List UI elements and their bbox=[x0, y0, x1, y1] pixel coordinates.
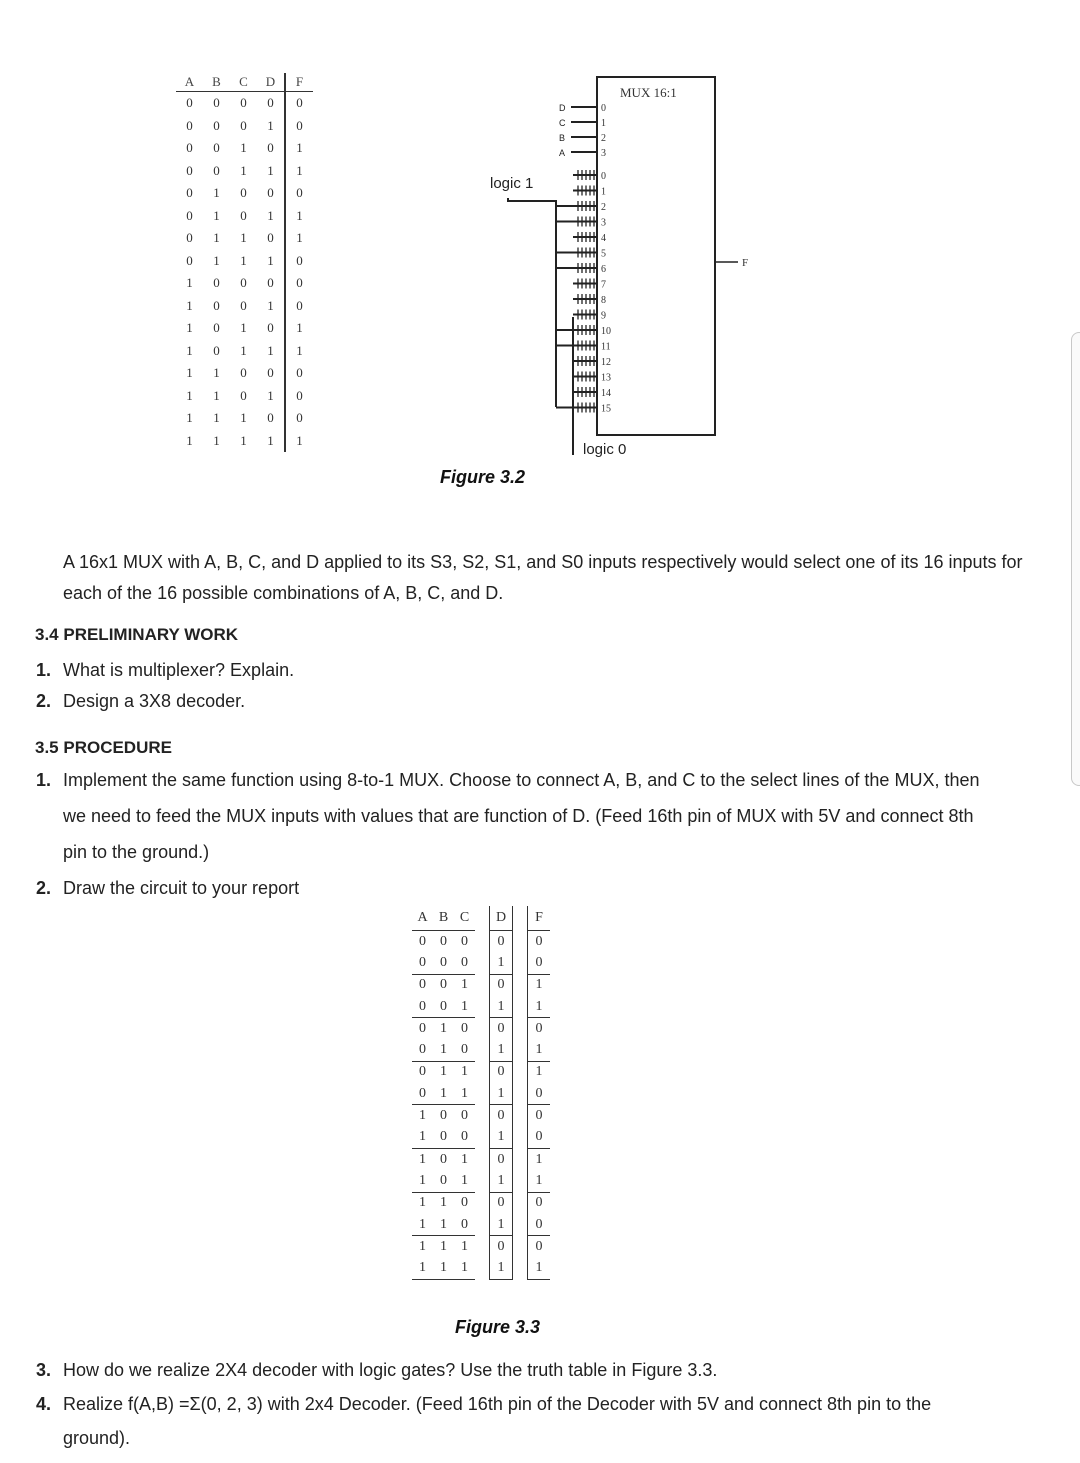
table-cell: 1 bbox=[267, 207, 274, 223]
mux-body bbox=[597, 77, 715, 435]
table-header-cell: B bbox=[438, 910, 449, 925]
list-item bbox=[36, 762, 982, 870]
table-cell: 0 bbox=[186, 95, 193, 111]
data-pin-number: 3 bbox=[601, 217, 606, 229]
spacer-cell bbox=[513, 1127, 528, 1149]
list-text: Draw the circuit to your report bbox=[63, 878, 300, 898]
mux-data-inputs bbox=[556, 170, 611, 415]
table-cell: 0 bbox=[490, 1061, 513, 1083]
table-header-cell: B bbox=[203, 73, 230, 92]
list-text: Design a 3X8 decoder. bbox=[63, 691, 246, 711]
table-cell: 1 bbox=[186, 410, 193, 426]
table-header-cell: D bbox=[257, 73, 285, 92]
figure-3-3-caption: Figure 3.3 bbox=[455, 1317, 541, 1337]
table-row bbox=[412, 1039, 550, 1061]
table-cell: 1 bbox=[433, 1236, 454, 1258]
spacer-cell bbox=[513, 906, 528, 931]
table-cell: 0 bbox=[240, 275, 247, 291]
table-row bbox=[176, 317, 313, 340]
table-cell: 1 bbox=[490, 1214, 513, 1236]
list-text: How do we realize 2X4 decoder with logic gates? Use the truth table in Figure 3.3. bbox=[63, 1360, 718, 1380]
table-cell: 1 bbox=[528, 1170, 551, 1192]
table-cell: 1 bbox=[186, 365, 193, 381]
list-number: 1. bbox=[36, 770, 52, 790]
spacer-cell bbox=[475, 1061, 490, 1083]
data-pin-number: 9 bbox=[601, 310, 606, 322]
data-pin-number: 14 bbox=[601, 388, 611, 399]
table-cell: 0 bbox=[213, 320, 220, 336]
table-cell: 0 bbox=[285, 250, 313, 273]
table-cell: 1 bbox=[440, 1216, 447, 1232]
spacer-cell bbox=[475, 1127, 490, 1149]
table-header-cell: A bbox=[176, 73, 203, 92]
table-cell: 1 bbox=[285, 430, 313, 453]
spacer-cell bbox=[475, 1192, 490, 1214]
table-cell: 0 bbox=[240, 297, 247, 313]
spacer-cell bbox=[513, 1039, 528, 1061]
list-number: 1. bbox=[36, 660, 52, 680]
table-row bbox=[176, 362, 313, 385]
select-input-label: D bbox=[559, 103, 566, 113]
table-cell: 0 bbox=[433, 1105, 454, 1127]
spacer-cell bbox=[475, 1214, 490, 1236]
spacer-cell bbox=[475, 1083, 490, 1105]
table-cell: 1 bbox=[285, 317, 313, 340]
figure-3-2-caption: Figure 3.2 bbox=[440, 467, 526, 487]
table-cell: 1 bbox=[454, 1148, 475, 1170]
table-cell: 0 bbox=[412, 931, 433, 953]
table-cell: 0 bbox=[267, 230, 274, 246]
table-cell: 1 bbox=[412, 1148, 433, 1170]
table-row bbox=[412, 1083, 550, 1105]
section-3-5-heading: 3.5 PROCEDURE bbox=[35, 738, 172, 757]
table-cell: 1 bbox=[267, 297, 274, 313]
table-cell: 0 bbox=[454, 1105, 475, 1127]
mux-select-lines bbox=[559, 103, 606, 159]
table-cell: 1 bbox=[528, 996, 551, 1018]
table-cell: 1 bbox=[412, 1192, 433, 1214]
table-cell: 0 bbox=[454, 931, 475, 953]
table-cell: 0 bbox=[267, 320, 274, 336]
table-cell: 1 bbox=[454, 1236, 475, 1258]
table-cell: 1 bbox=[213, 432, 220, 448]
table-cell: 1 bbox=[240, 252, 247, 268]
data-pin-number: 12 bbox=[601, 357, 611, 368]
table-row bbox=[412, 952, 550, 974]
spacer-cell bbox=[513, 1170, 528, 1192]
table-cell: 0 bbox=[267, 95, 274, 111]
logic0-label: logic 0 bbox=[583, 441, 627, 458]
table-cell: 0 bbox=[528, 952, 551, 974]
spacer-cell bbox=[513, 1018, 528, 1040]
spacer-cell bbox=[475, 1148, 490, 1170]
table-row bbox=[176, 272, 313, 295]
table-cell: 1 bbox=[528, 974, 551, 996]
table-row bbox=[412, 996, 550, 1018]
table-header-cell: C bbox=[230, 73, 257, 92]
table-cell: 1 bbox=[490, 1170, 513, 1192]
table-row bbox=[412, 931, 550, 953]
table-cell: 1 bbox=[490, 952, 513, 974]
data-pin-number: 6 bbox=[601, 264, 606, 275]
mux-title: MUX 16:1 bbox=[620, 85, 677, 100]
data-pin-number: 15 bbox=[601, 403, 611, 415]
table-cell: 0 bbox=[267, 410, 274, 426]
list-item bbox=[36, 686, 1016, 717]
table-row bbox=[176, 250, 313, 273]
table-cell: 0 bbox=[419, 954, 426, 970]
table-cell: 1 bbox=[240, 162, 247, 178]
table-cell: 0 bbox=[412, 1061, 433, 1083]
table-row bbox=[176, 407, 313, 430]
logic1-label: logic 1 bbox=[490, 175, 534, 192]
table-cell: 0 bbox=[186, 185, 193, 201]
table-cell: 1 bbox=[186, 320, 193, 336]
table-cell: 1 bbox=[490, 1083, 513, 1105]
select-pin-number: 3 bbox=[601, 148, 606, 159]
table-cell: 1 bbox=[267, 342, 274, 358]
table-cell: 0 bbox=[412, 1018, 433, 1040]
table-row bbox=[412, 1214, 550, 1236]
table-cell: 0 bbox=[285, 407, 313, 430]
table-cell: 0 bbox=[461, 1042, 468, 1058]
intro-paragraph: A 16x1 MUX with A, B, C, and D applied to its S3, S2, S1, and S0 inputs respectively would select one of its 16 inputs for each of the 16 possible combinations of A, B, C, and D. bbox=[63, 552, 1023, 603]
select-pin-number: 0 bbox=[601, 103, 606, 114]
table-row bbox=[412, 1105, 550, 1127]
table-cell: 0 bbox=[490, 1018, 513, 1040]
table-cell: 1 bbox=[267, 117, 274, 133]
table-cell: 0 bbox=[433, 931, 454, 953]
spacer-cell bbox=[475, 952, 490, 974]
data-pin-number: 7 bbox=[601, 279, 606, 291]
table-cell: 0 bbox=[240, 365, 247, 381]
table-cell: 1 bbox=[412, 1257, 433, 1279]
spacer-cell bbox=[475, 1039, 490, 1061]
output-label: F bbox=[742, 257, 749, 269]
data-pin-number: 0 bbox=[601, 171, 606, 182]
table-cell: 0 bbox=[240, 185, 247, 201]
table-cell: 0 bbox=[285, 272, 313, 295]
list-number: 3. bbox=[36, 1360, 52, 1380]
list-text: Realize f(A,B) =Σ(0, 2, 3) with 2x4 Decoder. (Feed 16th pin of the Decoder with 5V and connect 8th pin to the ground). bbox=[63, 1394, 932, 1448]
table-header-cell: D bbox=[490, 906, 513, 931]
table-cell: 0 bbox=[186, 252, 193, 268]
table-header-cell: A bbox=[417, 910, 428, 925]
spacer-cell bbox=[475, 1236, 490, 1258]
table-cell: 0 bbox=[186, 207, 193, 223]
table-cell: 0 bbox=[285, 92, 313, 115]
table-cell: 1 bbox=[213, 230, 220, 246]
section-3-4-list bbox=[36, 655, 1016, 717]
table-cell: 0 bbox=[440, 998, 447, 1014]
table-row bbox=[176, 182, 313, 205]
table-cell: 0 bbox=[267, 140, 274, 156]
table-row bbox=[412, 1127, 550, 1149]
spacer-cell bbox=[475, 906, 490, 931]
table-cell: 1 bbox=[285, 340, 313, 363]
table-cell: 1 bbox=[440, 1042, 447, 1058]
table-cell: 0 bbox=[490, 974, 513, 996]
table-cell: 1 bbox=[285, 205, 313, 228]
table-cell: 1 bbox=[433, 1192, 454, 1214]
questions-list bbox=[36, 1353, 996, 1455]
data-pin-number: 2 bbox=[601, 202, 606, 213]
table-cell: 1 bbox=[267, 387, 274, 403]
table-cell: 1 bbox=[433, 1018, 454, 1040]
table-row bbox=[412, 1061, 550, 1083]
table-row bbox=[176, 340, 313, 363]
spacer-cell bbox=[475, 1105, 490, 1127]
table-cell: 0 bbox=[419, 1042, 426, 1058]
spacer-cell bbox=[513, 952, 528, 974]
table-cell: 0 bbox=[213, 140, 220, 156]
list-item bbox=[36, 1387, 996, 1455]
table-cell: 0 bbox=[285, 115, 313, 138]
table-cell: 0 bbox=[433, 1148, 454, 1170]
table-cell: 1 bbox=[186, 342, 193, 358]
list-number: 4. bbox=[36, 1394, 52, 1414]
table-cell: 1 bbox=[433, 1061, 454, 1083]
table-cell: 1 bbox=[267, 252, 274, 268]
select-pin-number: 1 bbox=[601, 118, 606, 129]
table-cell: 0 bbox=[213, 275, 220, 291]
spacer-cell bbox=[475, 996, 490, 1018]
table-row bbox=[412, 974, 550, 996]
table-cell: 1 bbox=[528, 1061, 551, 1083]
table-row bbox=[412, 1236, 550, 1258]
table-row bbox=[176, 430, 313, 453]
table-cell: 1 bbox=[213, 410, 220, 426]
table-cell: 1 bbox=[213, 252, 220, 268]
spacer-cell bbox=[513, 1148, 528, 1170]
table-row bbox=[176, 295, 313, 318]
table-cell: 0 bbox=[490, 1236, 513, 1258]
table-cell: 1 bbox=[240, 140, 247, 156]
scrollbar-thumb[interactable] bbox=[1071, 332, 1080, 786]
table-cell: 0 bbox=[433, 974, 454, 996]
table-row bbox=[412, 1170, 550, 1192]
table-cell: 1 bbox=[454, 1257, 475, 1279]
table-cell: 0 bbox=[440, 954, 447, 970]
spacer-cell bbox=[513, 1236, 528, 1258]
table-cell: 1 bbox=[461, 1172, 468, 1188]
table-cell: 1 bbox=[186, 297, 193, 313]
data-pin-number: 13 bbox=[601, 372, 611, 384]
table-cell: 0 bbox=[213, 117, 220, 133]
table-cell: 1 bbox=[490, 996, 513, 1018]
table-cell: 0 bbox=[213, 342, 220, 358]
table-row bbox=[412, 1257, 550, 1279]
table-cell: 1 bbox=[490, 1039, 513, 1061]
list-number: 2. bbox=[36, 691, 52, 711]
table-cell: 1 bbox=[186, 275, 193, 291]
table-cell: 0 bbox=[461, 954, 468, 970]
table-cell: 0 bbox=[186, 230, 193, 246]
table-cell: 1 bbox=[461, 998, 468, 1014]
table-row bbox=[412, 1192, 550, 1214]
table-cell: 0 bbox=[490, 931, 513, 953]
table-cell: 1 bbox=[528, 1257, 551, 1279]
table-header-cell: F bbox=[285, 73, 313, 92]
spacer-cell bbox=[513, 996, 528, 1018]
section-3-4-heading: 3.4 PRELIMINARY WORK bbox=[35, 625, 239, 644]
spacer-cell bbox=[513, 1257, 528, 1279]
data-pin-number: 4 bbox=[601, 233, 606, 244]
table-cell: 1 bbox=[285, 137, 313, 160]
figure-3-3-truth-table bbox=[412, 906, 550, 1280]
figure-3-2-truth-table bbox=[176, 73, 313, 452]
table-cell: 1 bbox=[490, 1257, 513, 1279]
spacer-cell bbox=[513, 1105, 528, 1127]
table-cell: 1 bbox=[528, 1039, 551, 1061]
table-row bbox=[176, 160, 313, 183]
select-input-label: C bbox=[559, 118, 566, 128]
spacer-cell bbox=[475, 1170, 490, 1192]
data-pin-number: 8 bbox=[601, 295, 606, 306]
table-cell: 0 bbox=[528, 1018, 551, 1040]
table-cell: 0 bbox=[285, 362, 313, 385]
spacer-cell bbox=[513, 1214, 528, 1236]
table-cell: 0 bbox=[528, 1105, 551, 1127]
list-item bbox=[36, 870, 982, 906]
spacer-cell bbox=[475, 974, 490, 996]
table-row bbox=[176, 227, 313, 250]
table-cell: 0 bbox=[186, 140, 193, 156]
spacer-cell bbox=[513, 1192, 528, 1214]
table-cell: 0 bbox=[490, 1148, 513, 1170]
table-cell: 1 bbox=[240, 230, 247, 246]
spacer-cell bbox=[475, 1257, 490, 1279]
table-row bbox=[412, 1148, 550, 1170]
table-cell: 1 bbox=[412, 1236, 433, 1258]
spacer-cell bbox=[513, 1061, 528, 1083]
table-cell: 1 bbox=[419, 1172, 426, 1188]
table-cell: 1 bbox=[528, 1148, 551, 1170]
logic1-wire bbox=[508, 198, 556, 407]
table-cell: 1 bbox=[213, 387, 220, 403]
table-cell: 1 bbox=[285, 227, 313, 250]
spacer-cell bbox=[475, 931, 490, 953]
table-header-cell: F bbox=[528, 906, 551, 931]
table-cell: 0 bbox=[461, 1129, 468, 1145]
list-text: Implement the same function using 8-to-1 MUX. Choose to connect A, B, and C to the select lines of the MUX, then we need to feed the MUX inputs with values that are function of D. (Feed 16th pin of MUX with 5V and connect 8th pin to the ground.) bbox=[63, 770, 980, 862]
list-item bbox=[36, 1353, 996, 1387]
table-cell: 0 bbox=[412, 974, 433, 996]
table-cell: 0 bbox=[454, 1192, 475, 1214]
table-cell: 0 bbox=[461, 1216, 468, 1232]
table-cell: 0 bbox=[440, 1129, 447, 1145]
table-cell: 0 bbox=[454, 1018, 475, 1040]
table-cell: 0 bbox=[186, 117, 193, 133]
select-input-label: A bbox=[559, 148, 566, 158]
table-cell: 1 bbox=[267, 432, 274, 448]
table-cell: 1 bbox=[240, 342, 247, 358]
table-cell: 0 bbox=[285, 295, 313, 318]
table-cell: 0 bbox=[240, 387, 247, 403]
table-header-cell: C bbox=[459, 910, 470, 925]
table-row bbox=[412, 1018, 550, 1040]
table-cell: 0 bbox=[267, 365, 274, 381]
table-row bbox=[176, 137, 313, 160]
table-cell: 0 bbox=[267, 275, 274, 291]
mux-16-1-diagram bbox=[470, 70, 770, 470]
spacer-cell bbox=[513, 931, 528, 953]
table-cell: 0 bbox=[240, 117, 247, 133]
section-3-5-list bbox=[36, 762, 982, 906]
list-number: 2. bbox=[36, 878, 52, 898]
select-input-label: B bbox=[559, 133, 566, 143]
spacer-cell bbox=[475, 1018, 490, 1040]
table-cell: 1 bbox=[213, 365, 220, 381]
table-cell: 1 bbox=[454, 974, 475, 996]
table-cell: 1 bbox=[285, 160, 313, 183]
table-cell: 0 bbox=[440, 1172, 447, 1188]
table-cell: 1 bbox=[419, 1216, 426, 1232]
table-row bbox=[176, 385, 313, 408]
table-row bbox=[176, 92, 313, 115]
table-cell: 1 bbox=[412, 1105, 433, 1127]
table-cell: 0 bbox=[490, 1192, 513, 1214]
table-cell: 1 bbox=[267, 162, 274, 178]
table-cell: 0 bbox=[213, 162, 220, 178]
table-cell: 0 bbox=[285, 385, 313, 408]
table-cell: 0 bbox=[267, 185, 274, 201]
table-cell: 0 bbox=[240, 95, 247, 111]
data-pin-number: 11 bbox=[601, 341, 611, 353]
table-cell: 0 bbox=[186, 162, 193, 178]
table-cell: 1 bbox=[433, 1257, 454, 1279]
table-cell: 1 bbox=[213, 185, 220, 201]
table-cell: 1 bbox=[240, 432, 247, 448]
table-cell: 0 bbox=[240, 207, 247, 223]
spacer-cell bbox=[513, 1083, 528, 1105]
table-cell: 1 bbox=[186, 387, 193, 403]
table-cell: 0 bbox=[528, 1083, 551, 1105]
data-pin-number: 10 bbox=[601, 326, 611, 337]
list-text: What is multiplexer? Explain. bbox=[63, 660, 295, 680]
table-cell: 0 bbox=[213, 95, 220, 111]
table-cell: 1 bbox=[240, 320, 247, 336]
table-cell: 1 bbox=[240, 410, 247, 426]
table-cell: 0 bbox=[213, 297, 220, 313]
spacer-cell bbox=[513, 974, 528, 996]
table-cell: 0 bbox=[490, 1105, 513, 1127]
table-cell: 0 bbox=[528, 1192, 551, 1214]
table-cell: 1 bbox=[419, 1129, 426, 1145]
table-cell: 0 bbox=[528, 931, 551, 953]
table-cell: 1 bbox=[186, 432, 193, 448]
table-cell: 1 bbox=[454, 1061, 475, 1083]
table-cell: 1 bbox=[213, 207, 220, 223]
table-cell: 0 bbox=[528, 1214, 551, 1236]
list-item bbox=[36, 655, 1016, 686]
data-pin-number: 1 bbox=[601, 186, 606, 198]
data-pin-number: 5 bbox=[601, 248, 606, 260]
table-cell: 1 bbox=[490, 1127, 513, 1149]
table-cell: 0 bbox=[285, 182, 313, 205]
table-cell: 1 bbox=[440, 1085, 447, 1101]
table-cell: 0 bbox=[528, 1236, 551, 1258]
table-cell: 0 bbox=[528, 1127, 551, 1149]
table-cell: 0 bbox=[419, 998, 426, 1014]
table-row bbox=[176, 205, 313, 228]
table-cell: 0 bbox=[419, 1085, 426, 1101]
table-cell: 1 bbox=[461, 1085, 468, 1101]
table-row bbox=[176, 115, 313, 138]
select-pin-number: 2 bbox=[601, 133, 606, 144]
